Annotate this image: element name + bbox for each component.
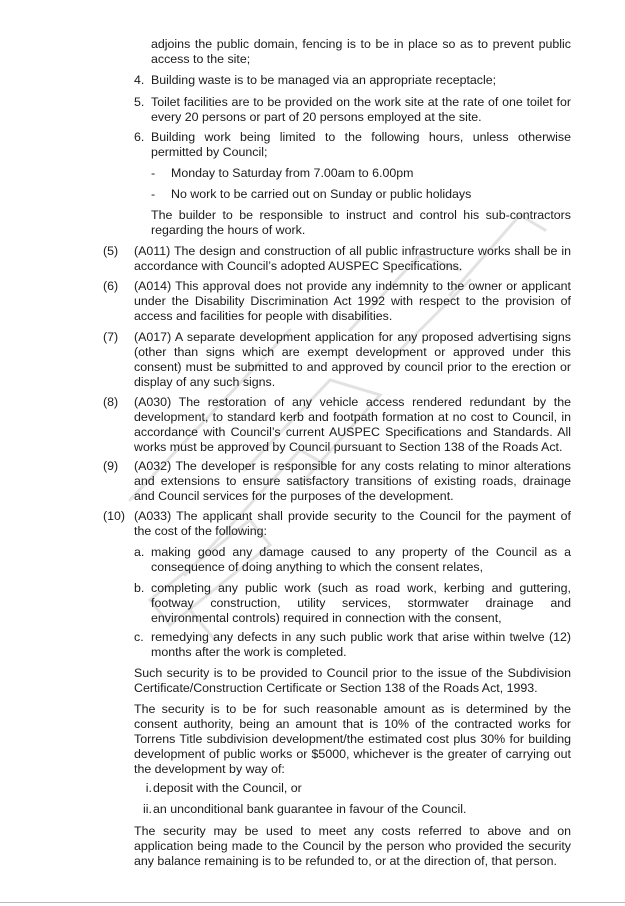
condition-text: (A033) The applicant shall provide security to the Council for the payment of the cost of the following: [134,509,571,538]
list-number: 5. [134,95,145,109]
list-number: 4. [134,73,145,87]
list-item: Building waste is to be managed via an appropriate receptacle; [151,73,497,87]
security-item-letter: a. [134,545,145,559]
method-numeral: ii. [143,802,152,816]
security-item: completing any public work (such as road work, kerbing and guttering, footway construction, utility services, stormwater drainage and environmental controls) required in connection with the consent, [151,581,571,625]
dash-bullet: - [151,187,156,201]
condition-number: (5) [103,244,119,258]
condition-text: (A030) The restoration of any vehicle access rendered redundant by the development, to standard kerb and footpath formation at no cost to Council, in accordance with Council’s current AUSPEC Specifications and Standards. All works must be approved by Council pursuant to Section 138 of the Roads Act. [134,395,571,454]
hours-item: No work to be carried out on Sunday or public holidays [171,187,472,201]
hours-item: Monday to Saturday from 7.00am to 6.00pm [171,166,414,180]
condition-number: (10) [103,509,126,523]
security-item-letter: b. [134,581,145,595]
condition-number: (8) [103,395,119,409]
method-numeral: i. [145,781,152,795]
dash-bullet: - [151,166,156,180]
method-item: deposit with the Council, or [153,781,302,795]
security-use-paragraph: The security may be used to meet any costs referred to above and on application being made to the Council by the person who provided the security any balance remaining is to be refunded to, or at the direction of, that person. [134,824,571,868]
condition-number: (7) [103,330,119,344]
security-item-letter: c. [134,630,144,644]
method-item: an unconditional bank guarantee in favour of the Council. [153,802,467,816]
list-item: Building work being limited to the following hours, unless otherwise permitted by Council; [151,130,571,159]
condition-text: (A032) The developer is responsible for any costs relating to minor alterations and extensions to ensure satisfactory transitions of existing roads, drainage and Council services for the purposes of the development. [134,459,571,503]
security-item: remedying any defects in any such public work that arise within twelve (12) months after the work is completed. [151,630,571,659]
page-bottom-rule [0,902,625,903]
condition-text: (A014) This approval does not provide any indemnity to the owner or applicant under the Disability Discrimination Act 1992 with respect to the provision of access and facilities for people with disabilities. [134,279,571,323]
intro-continuation: adjoins the public domain, fencing is to be in place so as to prevent public access to the site; [151,37,571,66]
builder-note: The builder to be responsible to instruct and control his sub-contractors regarding the hours of work. [151,208,571,237]
condition-number: (9) [103,459,119,473]
condition-text: (A011) The design and construction of all public infrastructure works shall be in accordance with Council’s adopted AUSPEC Specifications. [134,244,571,273]
list-item: Toilet facilities are to be provided on the work site at the rate of one toilet for every 20 persons or part of 20 persons employed at the site. [151,95,571,124]
security-amount-paragraph: The security is to be for such reasonable amount as is determined by the consent authority, being an amount that is 10% of the contracted works for Torrens Title subdivision development/the estimated cost plus 30% for building development of public works or $5000, whichever is the greater of carrying out the development by way of: [134,702,571,776]
security-paragraph: Such security is to be provided to Council prior to the issue of the Subdivision Certificate/Construction Certificate or Section 138 of the Roads Act, 1993. [134,666,571,695]
condition-text: (A017) A separate development application for any proposed advertising signs (other than signs which are exempt development or approved under this consent) must be submitted to and approved by council prior to the erection or display of any such signs. [134,330,571,389]
condition-number: (6) [103,279,119,293]
security-item: making good any damage caused to any property of the Council as a consequence of doing anything to which the consent relates, [151,545,571,574]
list-number: 6. [134,130,145,144]
